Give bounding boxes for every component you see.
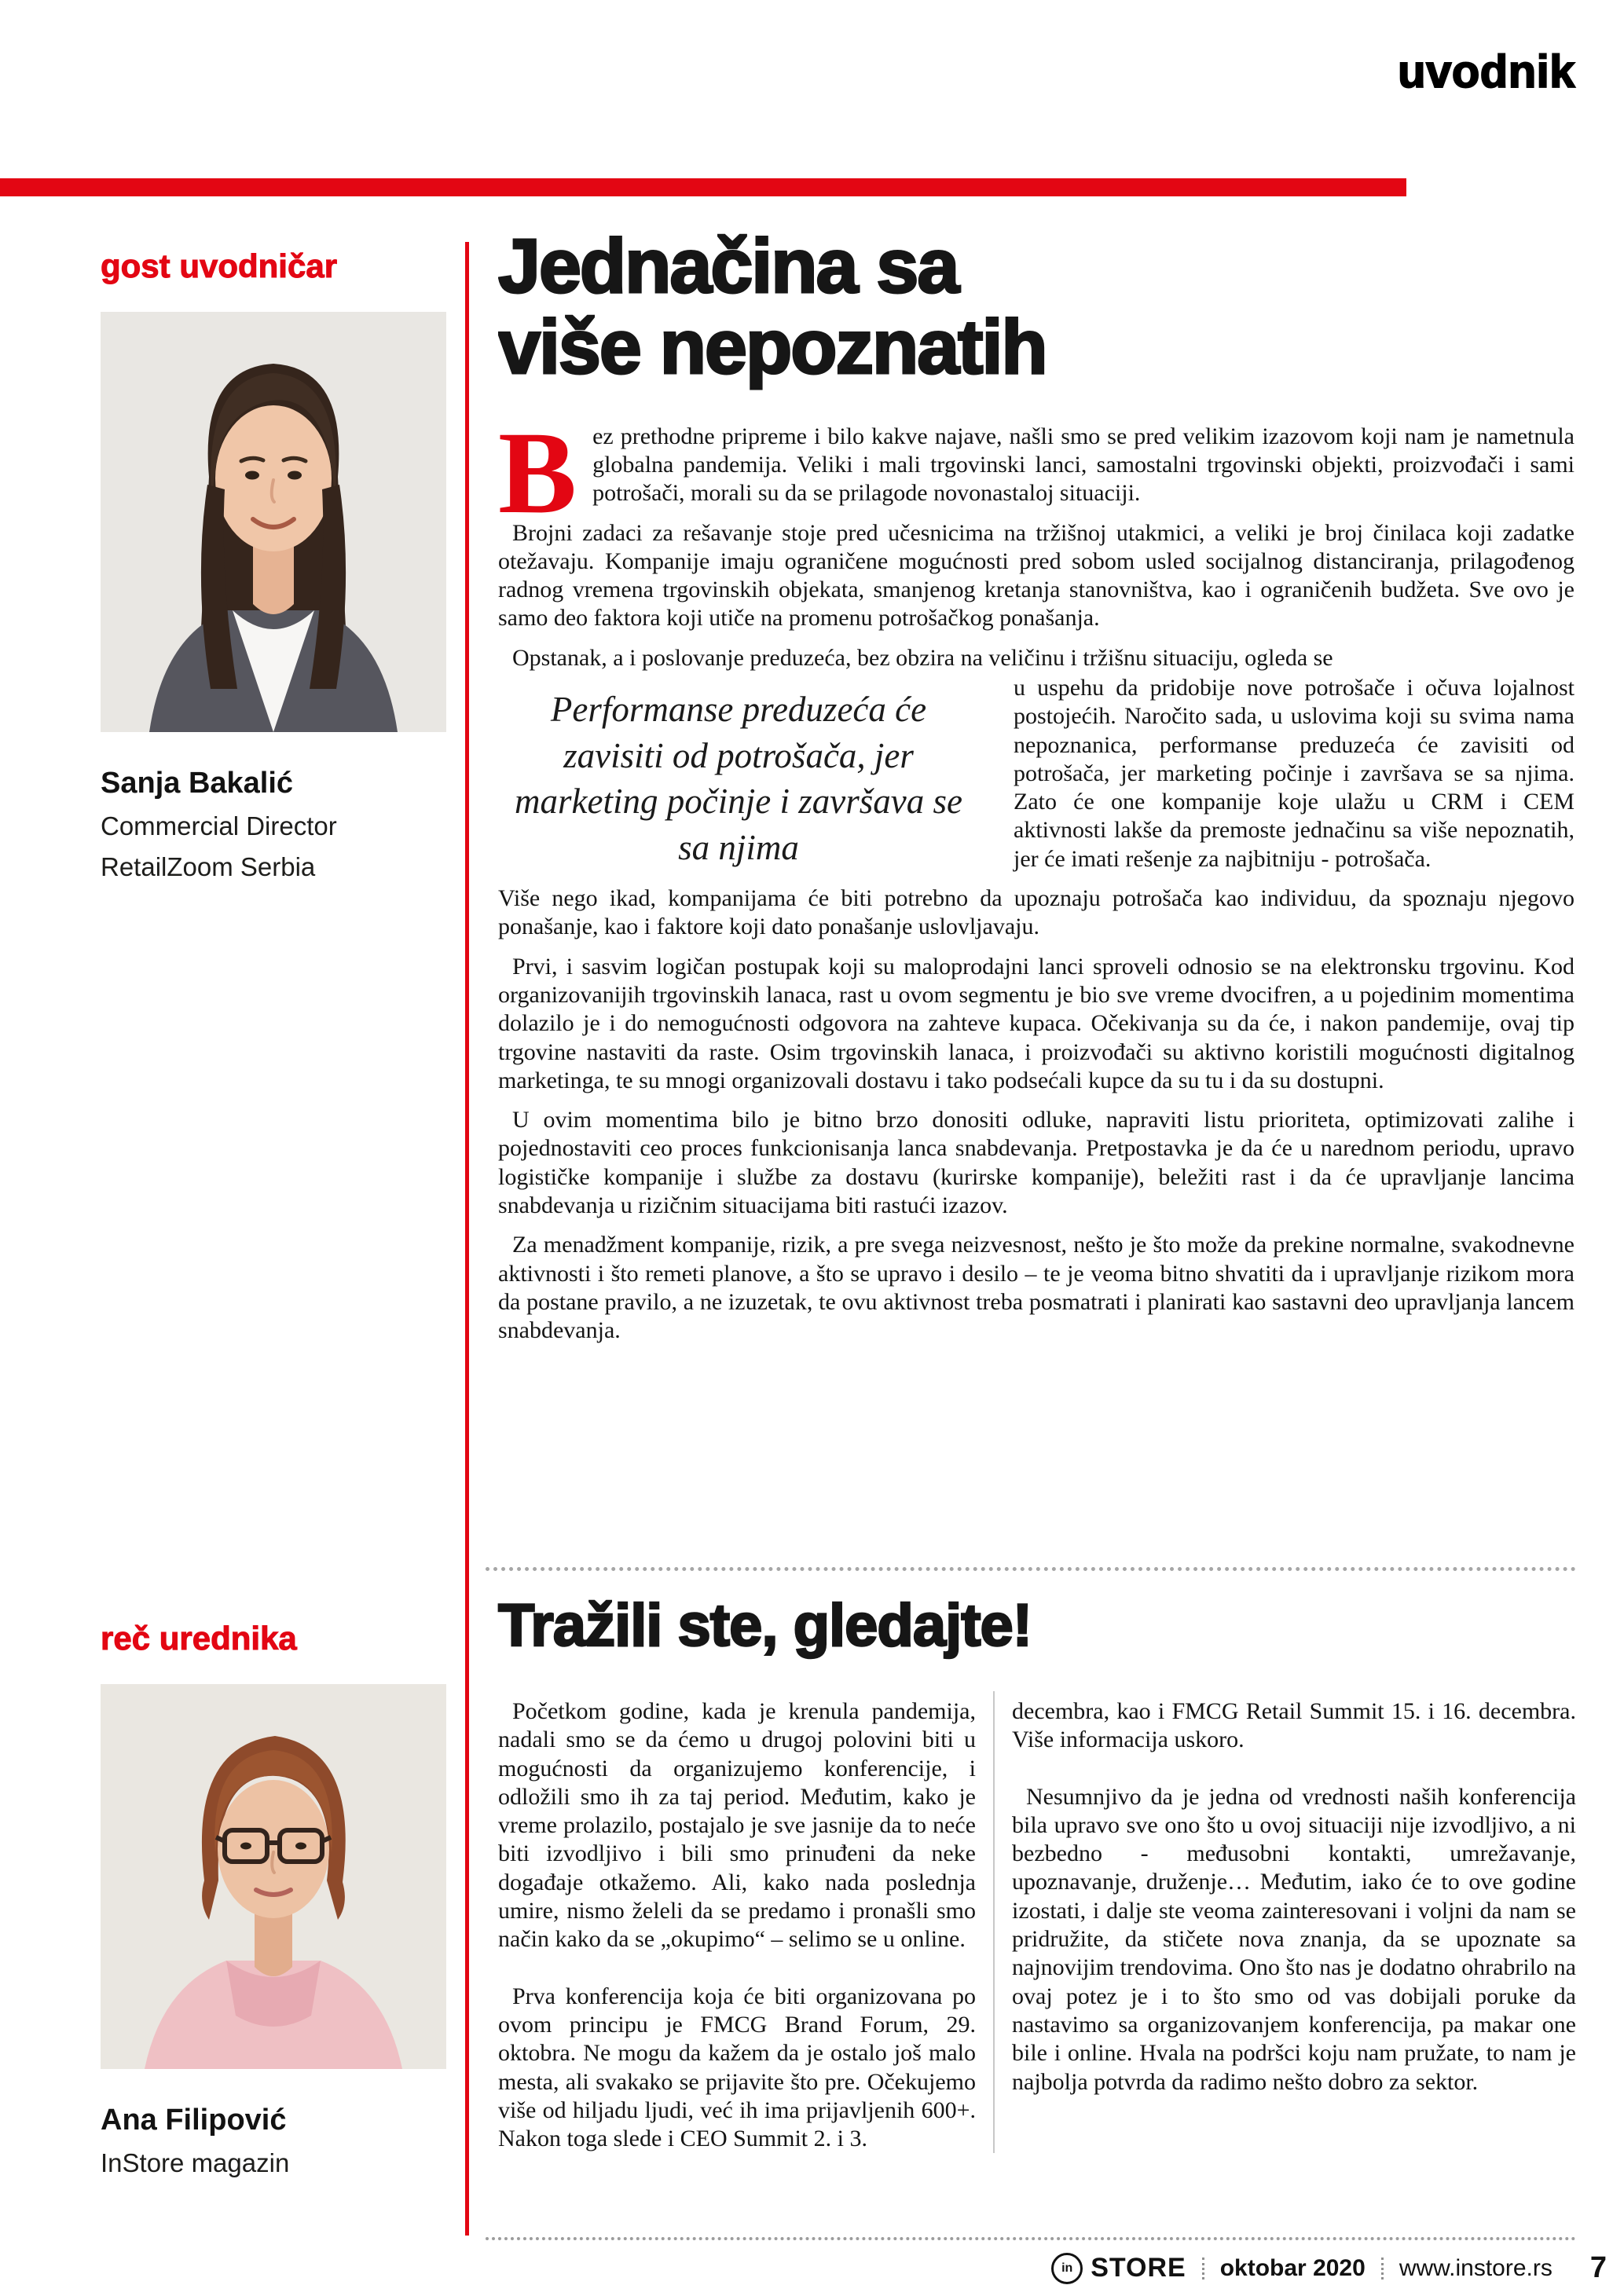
paragraph: decembra, kao i FMCG Retail Summit 15. i 16. decembra. Više informacija uskoro. — [1012, 1698, 1576, 1753]
page-footer — [486, 2251, 1607, 2285]
lead-text: ez prethodne pripreme i bilo kakve najave, našli smo se pred velikim izazovom koji nam je nametnula globalna pandemija. Veliki i mali trgovinski lanci, samostalni trgovinski objekti, proizvođači i sami potrošači, morali su da se prilagode novonastaloj situaciji. — [592, 423, 1575, 507]
paragraph: Početkom godine, kada je krenula pandemija, nadali smo se da ćemo u drugoj polovini biti u mogućnosti da organizujemo konferencije, i odložili smo ih za taj period. Međutim, kako je vreme prolazilo, postajalo je sve jasnije da to neće biti izvodljivo i bili smo prinuđeni da neke događaje otkažemo. Ali, kako nada poslednja umire, nismo želeli da se predamo i pronašli smo način kako da se „okupimo“ – selimo se u online. — [498, 1698, 976, 1953]
editor-article — [486, 1567, 1576, 2153]
editor-article-title: Tražili ste, gledajte! — [498, 1592, 1032, 1659]
pullquote-section — [498, 674, 1575, 873]
paragraph: Prva konferencija koja će biti organizovana po ovom principu je FMCG Brand Forum, 29. oktobra. Ne mogu da kažem da je ostalo još malo mesta, ali svakako se prijavite što pre. Očekujemo više od hiljadu ljudi, već ih ima prijavljenih 600+. Nakon toga slede i CEO Summit 2. i 3. — [498, 1983, 976, 2152]
editor-kicker: reč urednika — [101, 1620, 297, 1657]
footer-separator — [486, 2237, 1576, 2240]
guest-author-block — [101, 247, 446, 882]
guest-editorial-article — [498, 226, 1575, 1560]
guest-kicker: gost uvodničar — [101, 247, 338, 284]
footer-issue-date: oktobar 2020 — [1219, 2254, 1366, 2281]
guest-name: Sanja Bakalić — [101, 767, 294, 800]
editor-portrait-illustration — [101, 1684, 446, 2069]
paragraph: Brojni zadaci za rešavanje stoje pred učesnicima na tržišnoj utakmici, a veliki je broj činilaca koji zadatke otežavaju. Kompanije imaju ograničene mogućnosti pred sobom usled socijalnog distanciranja, prilagođenog radnog vremena trgovinskih objekata, smanjenog kretanja stanovništva, kao i ograničenih budžeta. Sve ovo je samo deo faktora koji utiče na promenu potrošačkog ponašanja. — [498, 519, 1575, 632]
guest-photo — [101, 312, 446, 732]
editor-name: Ana Filipović — [101, 2104, 287, 2137]
column-right — [1012, 1686, 1576, 2153]
editor-company: InStore magazin — [101, 2148, 290, 2177]
guest-portrait-illustration — [101, 312, 446, 732]
footer-divider-icon — [1381, 2258, 1384, 2280]
instore-logo-icon: in — [1051, 2253, 1083, 2284]
pull-quote: Performanse preduzeća će zavisiti od potrošača, jer marketing počinje i završava se sa njima — [515, 690, 962, 867]
drop-cap: B — [498, 407, 577, 538]
footer-divider-icon — [1202, 2258, 1204, 2280]
dotted-separator — [486, 1567, 1576, 1571]
paragraph: Nesumnjivo da je jedna od vrednosti naših konferencija bila upravo sve ono što u ovoj situaciji nije izvodljivo, a ni bezbedno - međusobni kontakti, umrežavanje, upoznavanje, druženje… Međutim, iako će to ove godine izostati, i dalje ste veoma zainteresovani i voljni da nam se pridružite, da stičete nova znanja, da se upoznate sa najnovijim trendovima. Ono što nas je dodatno ohrabrilo na ovaj potez je i to što smo od vas dobijali poruke da nastavimo sa organizovanjem konferencija, pa makar one bile i online. Hvala na podršci koju nam pružate, to nam je najbolja potvrda da radimo nešto dobro za sektor. — [1012, 1783, 1576, 2095]
guest-role: Commercial Director — [101, 811, 337, 840]
paragraph: Za menadžment kompanije, rizik, a pre svega neizvesnost, nešto je što može da prekine normalne, svakodnevne aktivnosti i što remeti planove, a što se upravo i desilo – te je veoma bitno shvatiti da i upravljanje rizikom mora da postane pravilo, a ne izuzetak, te ovu aktivnost treba posmatrati i planirati kao sastavni deo upravljanja lancem snabdevanja. — [498, 1232, 1575, 1344]
lead-paragraph — [498, 407, 1575, 538]
vertical-red-rule — [465, 242, 469, 2236]
header-red-bar — [0, 178, 1406, 196]
paragraph: U ovim momentima bilo je bitno brzo donositi odluke, napraviti listu prioriteta, optimizovati zalihe i pojednostaviti ceo proces funkcionisanja lanca snabdevanja. Pretpostavka je da će u narednom periodu, upravo logističke kompanije i službe za dostavu (kurirske kompanije), beležiti rast i da će upravljanje lancima snabdevanja u rizičnim situacijama biti rastući izazov. — [498, 1107, 1575, 1219]
guest-company: RetailZoom Serbia — [101, 852, 316, 881]
article-title — [498, 226, 1575, 388]
page-number: 7 — [1589, 2251, 1607, 2284]
footer-brand: STORE — [1091, 2253, 1186, 2283]
section-label: uvodnik — [1398, 46, 1575, 97]
paragraph: Opstanak, a i poslovanje preduzeća, bez obzira na veličinu i tržišnu situaciju, ogleda se — [512, 644, 1333, 671]
editor-photo — [101, 1684, 446, 2069]
article-title-line1: Jednačina sa — [498, 226, 959, 309]
paragraph: Više nego ikad, kompanijama će biti potrebno da upoznaju potrošača kao individuu, da spoznaju njegovo ponašanje, kao i faktore koji dato ponašanje uslovljavaju. — [498, 885, 1575, 940]
paragraph: Prvi, i sasvim logičan postupak koji su maloprodajni lanci sproveli odnosio se na elektronsku trgovinu. Kod organizovanijih trgovinskih lanaca, rast u ovom segmentu je bio sve vreme dvocifren, a u pojedinim momentima dolazilo je i do nemogućnosti odgovora na zahteve kupaca. Očekivanja su da će, i nakon pandemije, ovaj tip trgovine nastaviti da raste. Osim trgovinskih lanaca, i proizvođači su aktivno koristili mogućnosti digitalnog marketinga, te su mnogi organizovali dostavu i tako podsećali kupce da su tu i da su dostupni. — [498, 953, 1575, 1093]
article-title-line2: više nepoznatih — [498, 303, 1047, 390]
two-column-layout — [498, 1686, 1576, 2153]
column-divider — [993, 1691, 995, 2153]
column-left — [498, 1686, 976, 2153]
paragraph: u uspehu da pridobije nove potrošače i očuva lojalnost postojećih. Naročito sada, u uslovima koji su svima nama nepoznanica, performanse preduzeća će zavisiti od potrošača, jer marketing počinje i završava se sa njima. Zato će one kompanije koje ulažu u CRM i CEM aktivnosti lakše da premoste jednačinu sa više nepoznatih, jer će imati rešenje za najbitniju - potrošača. — [1014, 675, 1575, 872]
editor-block — [101, 1620, 446, 2178]
footer-website: www.instore.rs — [1399, 2254, 1553, 2281]
